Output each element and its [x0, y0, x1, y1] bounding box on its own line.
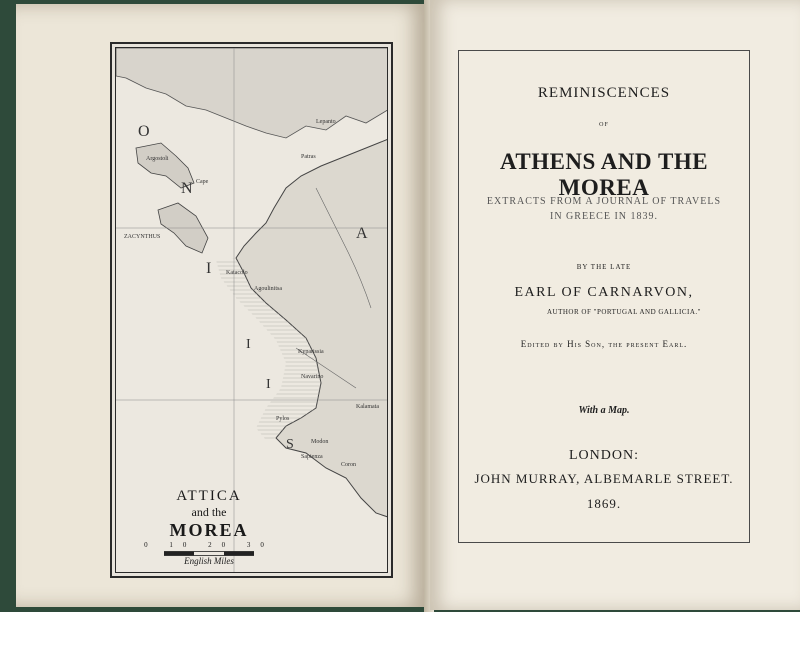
place-label: Argostoli: [146, 156, 169, 162]
scale-numbers: 0 10 20 30: [144, 541, 274, 549]
imprint-year: 1869.: [586, 496, 622, 511]
edited-by: Edited by His Son, the present Earl.: [520, 339, 688, 349]
place-label: Cape: [196, 179, 209, 185]
place-label: Lepanto: [316, 119, 336, 125]
place-label: Sapienza: [301, 454, 323, 460]
map-title-and-the: and the: [191, 505, 227, 519]
sea-letter: I: [246, 337, 251, 352]
place-label: Katacolo: [226, 270, 248, 276]
subtitle-line-1: EXTRACTS FROM A JOURNAL OF TRAVELS: [486, 196, 722, 207]
place-label: Modon: [311, 439, 329, 445]
title-of: OF: [599, 122, 609, 128]
map-title-morea: MOREA: [169, 520, 249, 540]
map-plate: [110, 42, 393, 578]
place-label: Navarino: [301, 374, 324, 380]
map-legend: [124, 484, 294, 566]
place-label: ZACYNTHUS: [124, 234, 161, 240]
place-label: Kalamata: [356, 404, 379, 410]
sea-letter: N: [181, 180, 193, 197]
author-note: AUTHOR OF "PORTUGAL AND GALLICIA.": [546, 308, 702, 316]
sea-letter: I: [266, 377, 271, 392]
title-reminiscences: REMINISCENCES: [537, 85, 671, 101]
sea-letter: A: [356, 225, 368, 242]
sea-letter: I: [206, 260, 212, 277]
subtitle-line-2: IN GREECE IN 1839.: [550, 211, 658, 222]
place-label: Kyparissia: [298, 349, 324, 355]
place-label: Patras: [301, 154, 316, 160]
sea-letter: S: [286, 437, 294, 452]
map-title-attica: ATTICA: [176, 488, 242, 504]
by-the-late: BY THE LATE: [576, 263, 632, 271]
place-label: Coron: [341, 462, 356, 468]
author-name: EARL OF CARNARVON,: [514, 285, 694, 300]
sea-letter: O: [138, 123, 150, 140]
imprint-city: LONDON:: [569, 448, 639, 463]
imprint-publisher: JOHN MURRAY, ALBEMARLE STREET.: [474, 471, 734, 486]
with-a-map: With a Map.: [578, 405, 630, 416]
place-label: Pylos: [276, 416, 290, 422]
map-area: [115, 47, 388, 573]
subtitle-extracts: [479, 194, 729, 224]
title-main: ATHENS AND THE MOREA: [499, 149, 709, 200]
place-label: Agoulinitsa: [254, 286, 282, 292]
scale-label: English Miles: [184, 556, 234, 566]
title-page-frame: [458, 50, 750, 543]
